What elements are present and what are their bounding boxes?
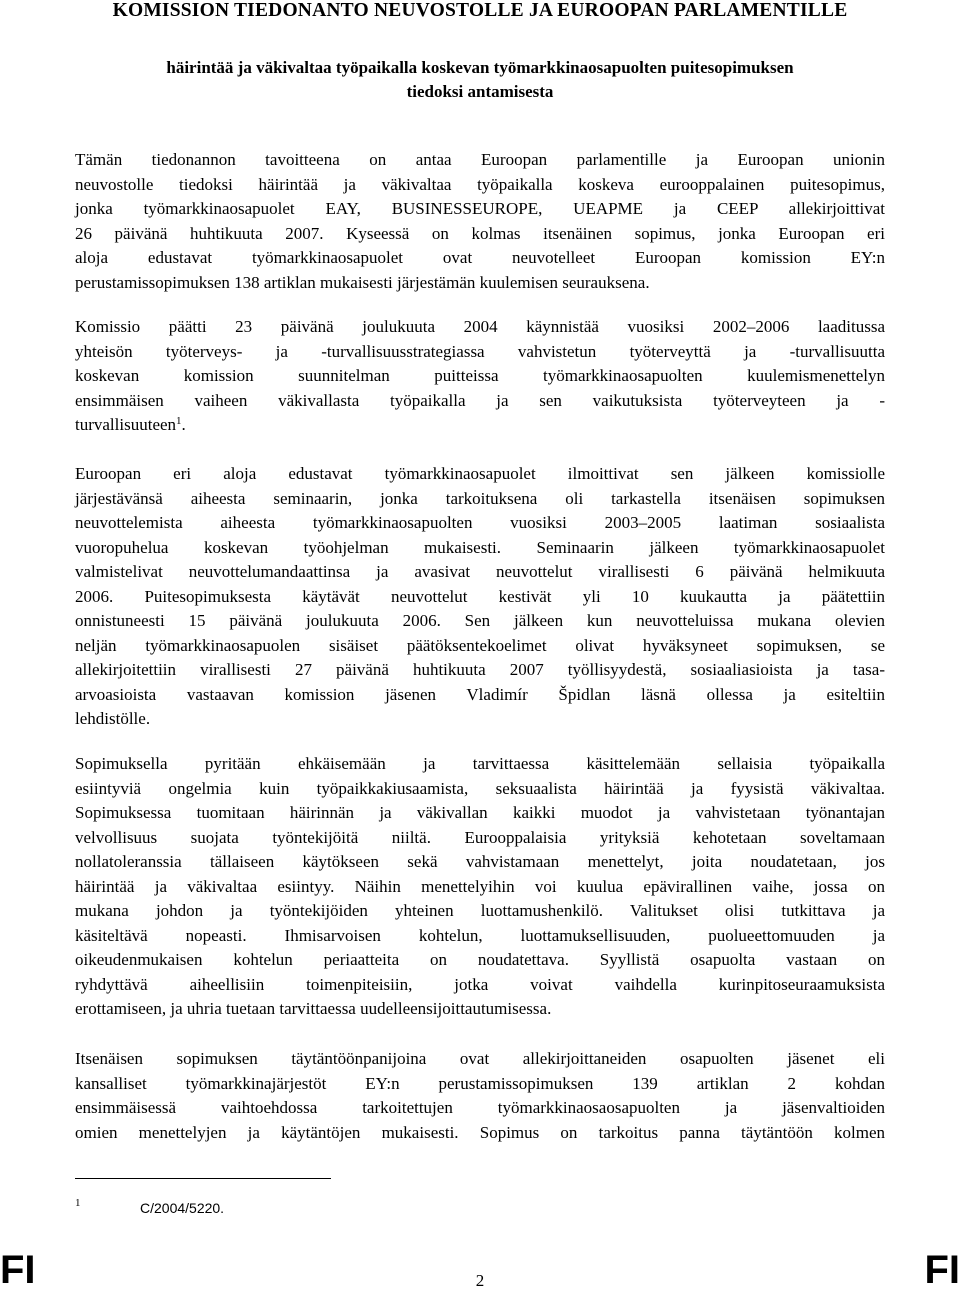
paragraph-line: valmistelivat neuvottelumandaattinsa ja avasivat neuvottelut virallisesti 6 päivänä helmikuuta: [75, 562, 885, 582]
subject-line-1: häirintää ja väkivaltaa työpaikalla koskevan työmarkkinaosapuolten puitesopimuksen: [166, 58, 794, 77]
footnote-reference[interactable]: 1: [176, 415, 182, 428]
paragraph-4: [75, 752, 885, 1022]
paragraph-line: Sopimuksessa tuomitaan häirinnän ja väkivallan kaikki muodot ja vahvistetaan työnantajan: [75, 803, 885, 823]
paragraph-line: aloja edustavat työmarkkinaosapuolet ovat neuvotelleet Euroopan komission EY:n: [75, 248, 885, 268]
paragraph-line: velvollisuus suojata työntekijöitä niiltä. Eurooppalaisia yrityksiä kehotetaan soveltamaan: [75, 827, 885, 847]
paragraph-line: oikeudenmukaisen kohtelun periaatteita on noudatettava. Syyllistä osapuolta vastaan on: [75, 950, 885, 970]
document-header-title: KOMISSION TIEDONANTO NEUVOSTOLLE JA EUROOPAN PARLAMENTILLE: [112, 0, 848, 21]
paragraph-line: koskevan komission suunnitelman puitteissa työmarkkinaosapuolten kuulemismenettelyn: [75, 366, 885, 386]
paragraph-line: neljän työmarkkinaosapuolen sisäiset päätöksentekoelimet olivat hyväksyneet sopimuksen, se: [75, 635, 885, 655]
paragraph-line: Itsenäisen sopimuksen täytäntöönpanijoina ovat allekirjoittaneiden osapuolten jäsenet eli: [75, 1049, 885, 1068]
paragraph-line: Euroopan eri aloja edustavat työmarkkinaosapuolet ilmoittivat sen jälkeen komissiolle: [75, 464, 885, 483]
paragraph-line: esiintyviä ongelmia kuin työpaikkakiusaamista, seksuaalista häirintää ja fyysistä väkivaltaa.: [75, 778, 885, 798]
paragraph-line: nollatoleranssia tällaiseen käytökseen sekä vahvistamaan menettelyt, joita noudatetaan, jos: [75, 852, 885, 872]
paragraph-line: häirintää ja väkivaltaa esiintyy. Näihin menettelyihin voi kuulua epävirallinen vaihe, jossa on: [75, 876, 885, 896]
paragraph-text: .: [181, 415, 186, 435]
paragraph-line: 26 päivänä huhtikuuta 2007. Kyseessä on kolmas itsenäinen sopimus, jonka Euroopan eri: [75, 223, 885, 243]
paragraph-line: lehdistölle.: [75, 709, 151, 729]
paragraph-text: turvallisuuteen: [75, 415, 177, 435]
paragraph-line: kansalliset työmarkkinajärjestöt EY:n perustamissopimuksen 139 artiklan 2 kohdan: [75, 1073, 885, 1093]
paragraph-2: [75, 315, 885, 438]
paragraph-line: ensimmäisessä vaihtoehdossa tarkoitettujen työmarkkinaosaosapuolten ja jäsenvaltioiden: [75, 1098, 885, 1118]
footnote-divider: [75, 1178, 331, 1179]
paragraph-line: [75, 413, 885, 438]
paragraph-line: mukana johdon ja työntekijöiden yhteinen luottamushenkilö. Valitukset olisi tutkittava ja: [75, 901, 885, 921]
paragraph-line: Tämän tiedonannon tavoitteena on antaa Euroopan parlamentille ja Euroopan unionin: [75, 150, 885, 169]
paragraph-line: neuvostolle tiedoksi häirintää ja väkivaltaa työpaikalla koskeva eurooppalainen puitesopimus,: [75, 174, 885, 194]
paragraph-5: [75, 1047, 885, 1145]
page-number: 2: [475, 1271, 485, 1290]
footnote-number: 1: [75, 1197, 81, 1209]
paragraph-1: [75, 148, 885, 295]
paragraph-3: [75, 462, 885, 732]
paragraph-line: järjestävänsä aiheesta seminaarin, jonka tarkoituksena oli tarkastella itsenäisen sopimuksen: [75, 488, 885, 508]
paragraph-line: Sopimuksella pyritään ehkäisemään ja tarvittaessa käsittelemään sellaisia työpaikalla: [75, 754, 885, 773]
paragraph-line: jonka työmarkkinaosapuolet EAY, BUSINESSEUROPE, UEAPME ja CEEP allekirjoittivat: [75, 199, 885, 219]
paragraph-line: vuoropuhelua koskevan työohjelman mukaisesti. Seminaarin jälkeen työmarkkinaosapuolet: [75, 537, 885, 557]
paragraph-line: onnistuneesti 15 päivänä joulukuuta 2006. Sen jälkeen kun neuvotteluissa mukana olevien: [75, 611, 885, 631]
paragraph-line: erottamiseen, ja uhria tuetaan tarvittaessa uudelleensijoittautumisessa.: [75, 999, 552, 1019]
paragraph-line: allekirjoitettiin virallisesti 27 päivänä huhtikuuta 2007 työllisyydestä, sosiaaliasioista ja tasa-: [75, 660, 885, 680]
paragraph-line: ensimmäisen vaiheen väkivallasta työpaikalla ja sen vaikutuksista työterveyteen ja -: [75, 390, 885, 410]
paragraph-line: 2006. Puitesopimuksesta käytävät neuvottelut kestivät yli 10 kuukautta ja päätettiin: [75, 586, 885, 606]
paragraph-line: perustamissopimuksen 138 artiklan mukaisesti järjestämän kuulemisen seurauksena.: [75, 272, 650, 292]
paragraph-line: arvoasioista vastaavan komission jäsenen Vladimír Špidlan läsnä ollessa ja esiteltiin: [75, 684, 885, 704]
subject-line-2: tiedoksi antamisesta: [406, 82, 554, 101]
paragraph-line: Komissio päätti 23 päivänä joulukuuta 2004 käynnistää vuosiksi 2002–2006 laaditussa: [75, 317, 885, 336]
paragraph-line: yhteisön työterveys- ja -turvallisuusstrategiassa vahvistetun työterveyttä ja -turvallisuutta: [75, 341, 885, 361]
paragraph-line: ryhdyttävä aiheellisiin toimenpiteisiin, jotka voivat vaihdella kurinpitoseuraamuksista: [75, 974, 885, 994]
paragraph-line: käsiteltävä nopeasti. Ihmisarvoisen kohtelun, luottamuksellisuuden, puolueettomuuden ja: [75, 925, 885, 945]
language-code-right: FI: [924, 1248, 960, 1292]
language-code-left: FI: [0, 1248, 36, 1292]
document-subject: [60, 56, 900, 104]
paragraph-line: neuvottelemista aiheesta työmarkkinaosapuolten vuosiksi 2003–2005 laatiman sosiaalista: [75, 513, 885, 533]
paragraph-line: omien menettelyjen ja käytäntöjen mukaisesti. Sopimus on tarkoitus panna täytäntöön kolmen: [75, 1122, 885, 1142]
footnote-text: C/2004/5220.: [140, 1200, 225, 1216]
